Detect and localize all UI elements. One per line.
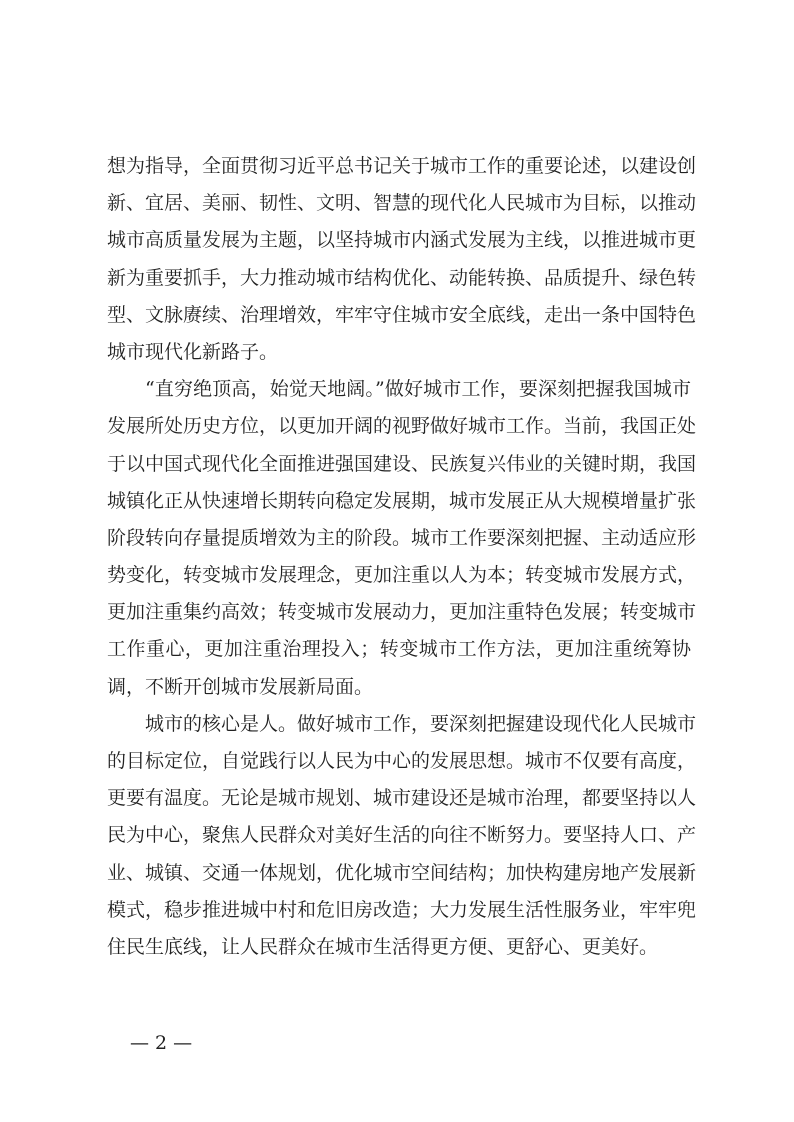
text-line: “直穷绝顶高，始觉天地阔。”做好城市工作，要深刻把握我国城市 [145,378,691,401]
text-line: 新为重要抓手，大力推动城市结构优化、动能转换、品质提升、绿色转 [107,266,697,289]
text-line: 想为指导，全面贯彻习近平总书记关于城市工作的重要论述，以建设创 [107,155,697,177]
page-number: — 2 — [130,1032,193,1054]
text-line: 工作重心，更加注重治理投入；转变城市工作方法，更加注重统筹协 [107,638,691,661]
text-line: 更加注重集约高效；转变城市发展动力，更加注重特色发展；转变城市 [107,601,697,624]
text-line: 的目标定位，自觉践行以人民为中心的发展思想。城市不仅要有高度， [107,750,697,772]
text-line: 更要有温度。无论是城市规划、城市建设还是城市治理，都要坚持以人 [107,787,697,810]
text-line: 新、宜居、美丽、韧性、文明、智慧的现代化人民城市为目标，以推动 [107,192,697,215]
text-line: 势变化，转变城市发展理念，更加注重以人为本；转变城市发展方式， [107,564,697,587]
text-line: 住民生底线，让人民群众在城市生活得更方便、更舒心、更美好。 [107,935,659,958]
paragraph-1 [107,148,697,371]
text-line: 城市现代化新路子。 [107,340,279,363]
document-body [107,148,697,966]
text-line: 业、城镇、交通一体规划，优化城市空间结构；加快构建房地产发展新 [107,861,697,884]
text-line: 民为中心，聚焦人民群众对美好生活的向往不断努力。要坚持人口、产 [107,824,697,847]
paragraph-3 [107,706,697,966]
text-line: 模式，稳步推进城中村和危旧房改造；大力发展生活性服务业，牢牢兜 [107,898,697,921]
text-line: 城市高质量发展为主题，以坚持城市内涵式发展为主线，以推进城市更 [107,229,697,252]
text-line: 于以中国式现代化全面推进强国建设、民族复兴伟业的关键时期，我国 [107,452,697,475]
text-line: 调，不断开创城市发展新局面。 [107,675,374,698]
text-line: 型、文脉赓续、治理增效，牢牢守住城市安全底线，走出一条中国特色 [107,303,697,326]
paragraph-2 [107,371,697,706]
text-line: 城镇化正从快速增长期转向稳定发展期，城市发展正从大规模增量扩张 [107,489,697,512]
text-line: 城市的核心是人。做好城市工作，要深刻把握建设现代化人民城市 [145,712,697,735]
text-line: 阶段转向存量提质增效为主的阶段。城市工作要深刻把握、主动适应形 [107,526,697,549]
text-line: 发展所处历史方位，以更加开阔的视野做好城市工作。当前，我国正处 [107,415,697,438]
